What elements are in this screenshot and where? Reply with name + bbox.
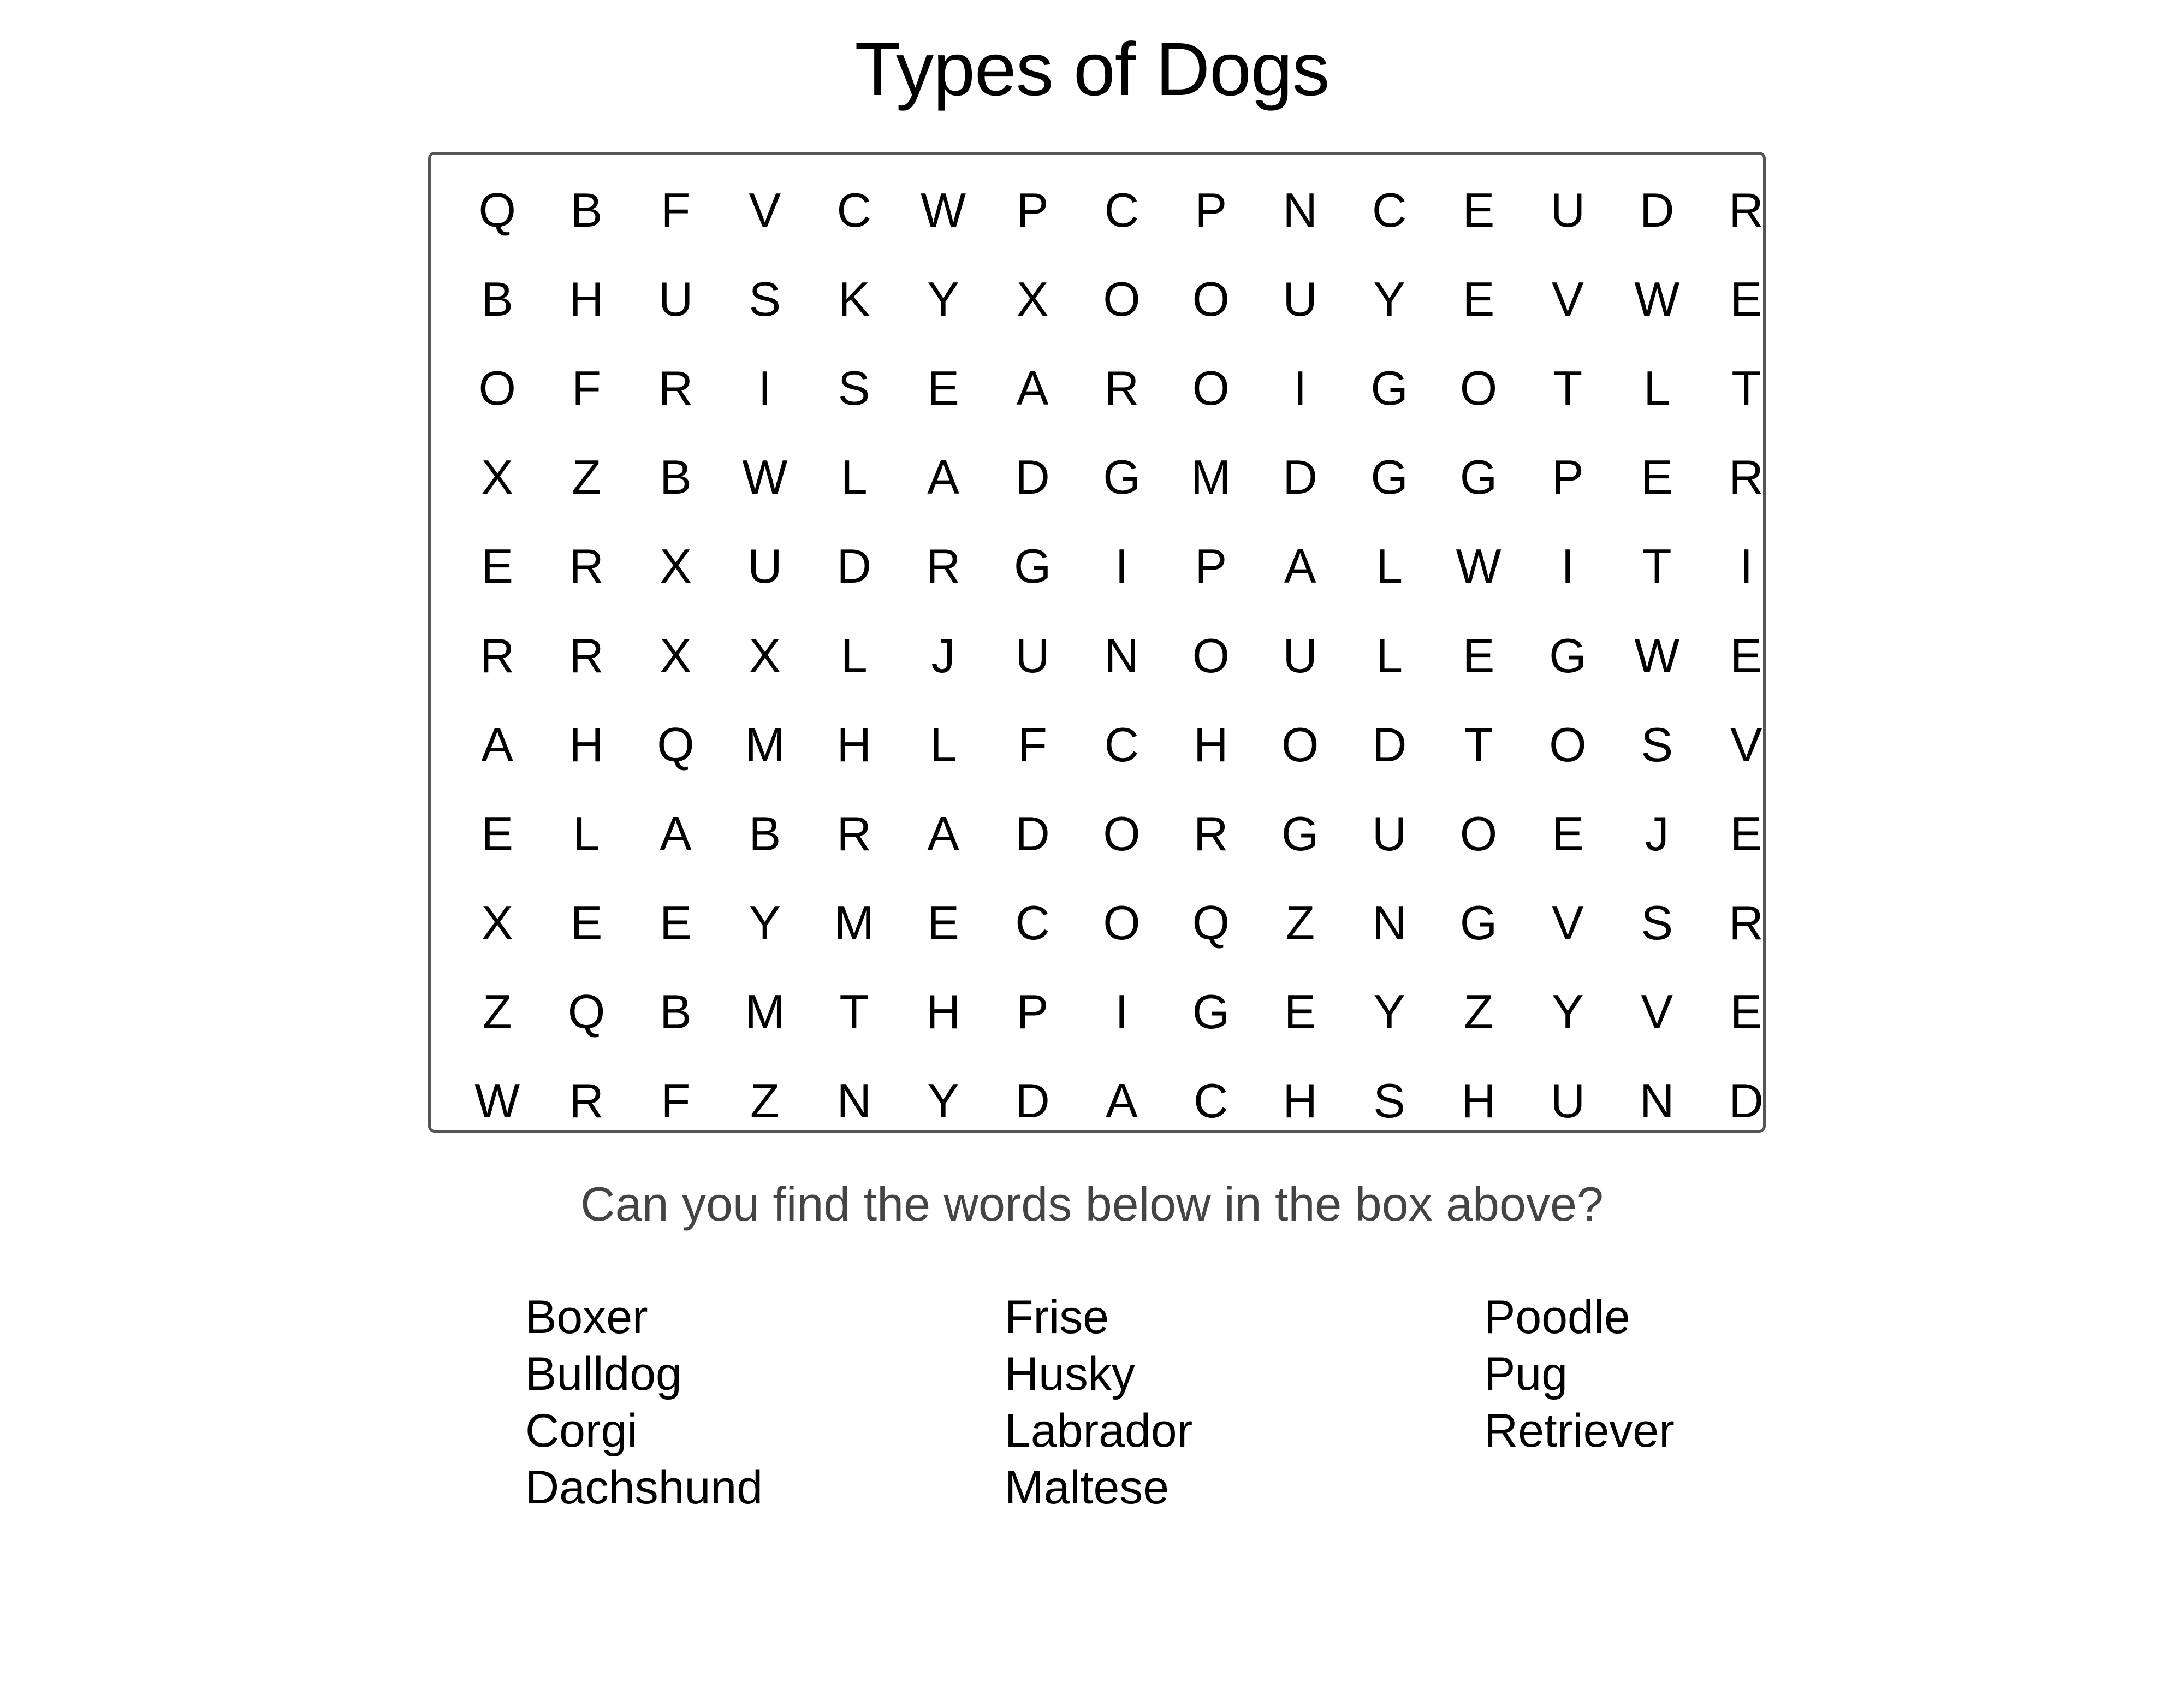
grid-letter[interactable]: G [1192, 985, 1230, 1039]
grid-letter[interactable]: Q [478, 182, 516, 237]
grid-letter[interactable]: E [1462, 628, 1495, 683]
grid-letter[interactable]: F [661, 182, 691, 237]
grid-letter[interactable]: S [1641, 717, 1673, 772]
grid-letter[interactable]: N [1372, 896, 1407, 950]
grid-letter[interactable]: V [1552, 271, 1584, 326]
grid-letter[interactable]: S [1373, 1074, 1405, 1128]
grid-letter[interactable]: O [1192, 271, 1230, 326]
grid-letter[interactable]: V [1730, 717, 1762, 772]
grid-letter[interactable]: E [1730, 271, 1762, 326]
grid-letter[interactable]: F [1018, 717, 1047, 772]
grid-letter[interactable]: R [569, 539, 604, 594]
grid-letter[interactable]: Z [482, 985, 512, 1039]
grid-letter[interactable]: G [1013, 539, 1052, 594]
word-column-2 [1005, 1289, 1192, 1516]
grid-letter[interactable]: C [836, 182, 872, 237]
word-list-item: Poodle [1484, 1291, 1630, 1343]
grid-letter[interactable]: D [1372, 717, 1407, 772]
grid-letter[interactable]: A [1284, 539, 1316, 594]
grid-letter[interactable]: E [660, 896, 692, 950]
grid-letter[interactable]: C [1104, 182, 1140, 237]
grid-letter[interactable]: G [1459, 450, 1498, 505]
word-column-3 [1484, 1289, 1675, 1459]
word-list-item: Labrador [1005, 1405, 1193, 1457]
grid-letter[interactable]: W [921, 182, 966, 237]
grid-letter[interactable]: Z [572, 450, 601, 505]
grid-letter[interactable]: O [1549, 717, 1587, 772]
grid-letter[interactable]: B [660, 985, 692, 1039]
grid-letter[interactable]: R [1194, 806, 1228, 861]
grid-letter[interactable]: L [930, 717, 957, 772]
word-list-item: Maltese [1005, 1461, 1170, 1514]
grid-letter[interactable]: V [1641, 985, 1673, 1039]
grid-letter[interactable]: A [660, 806, 692, 861]
letter-grid-box [428, 152, 1766, 1133]
grid-letter[interactable]: B [749, 806, 781, 861]
grid-letter[interactable]: D [1015, 806, 1050, 861]
word-list-item: Dachshund [525, 1461, 763, 1514]
grid-letter[interactable]: X [749, 628, 781, 683]
grid-letter[interactable]: H [569, 717, 604, 772]
grid-letter[interactable]: H [1194, 717, 1228, 772]
grid-letter[interactable]: A [927, 450, 959, 505]
grid-letter[interactable]: E [1730, 806, 1762, 861]
grid-letter[interactable]: D [1015, 450, 1050, 505]
word-list-item: Frise [1005, 1291, 1109, 1343]
grid-letter[interactable]: R [569, 1074, 604, 1128]
grid-letter[interactable]: Q [1192, 896, 1230, 950]
grid-letter[interactable]: G [1370, 450, 1408, 505]
grid-letter[interactable]: L [1643, 360, 1671, 415]
grid-letter[interactable]: O [1192, 628, 1230, 683]
grid-letter[interactable]: F [661, 1074, 691, 1128]
grid-letter[interactable]: U [658, 271, 693, 326]
grid-letter[interactable]: A [1016, 360, 1049, 415]
grid-letter[interactable]: E [927, 360, 959, 415]
grid-letter[interactable]: L [1376, 628, 1403, 683]
grid-letter[interactable]: A [927, 806, 959, 861]
grid-letter[interactable]: L [840, 450, 868, 505]
grid-letter[interactable]: U [1550, 182, 1586, 237]
grid-letter[interactable]: Y [927, 271, 959, 326]
grid-letter[interactable]: P [1016, 182, 1049, 237]
word-list-item: Bulldog [525, 1348, 682, 1400]
grid-letter[interactable]: O [1103, 896, 1141, 950]
grid-letter[interactable]: R [658, 360, 693, 415]
grid-letter[interactable]: X [660, 628, 692, 683]
grid-letter[interactable]: O [1192, 360, 1230, 415]
grid-letter[interactable]: X [1016, 271, 1049, 326]
grid-letter[interactable]: A [1106, 1074, 1138, 1128]
grid-letter[interactable]: Q [657, 717, 695, 772]
grid-letter[interactable]: P [1195, 182, 1227, 237]
word-list-item: Boxer [525, 1291, 648, 1343]
grid-letter[interactable]: S [1641, 896, 1673, 950]
grid-letter[interactable]: R [1729, 450, 1764, 505]
grid-letter[interactable]: V [1552, 896, 1584, 950]
grid-letter[interactable]: T [1464, 717, 1493, 772]
grid-letter[interactable]: E [927, 896, 959, 950]
grid-letter[interactable]: R [1729, 182, 1764, 237]
grid-letter[interactable]: E [570, 896, 603, 950]
grid-letter[interactable]: R [569, 628, 604, 683]
grid-letter[interactable]: H [1283, 1074, 1317, 1128]
grid-letter[interactable]: U [747, 539, 782, 594]
grid-letter[interactable]: E [1730, 628, 1762, 683]
grid-letter[interactable]: I [1561, 539, 1575, 594]
grid-letter[interactable]: N [1639, 1074, 1675, 1128]
grid-letter[interactable]: X [660, 539, 692, 594]
grid-letter[interactable]: U [1015, 628, 1050, 683]
grid-letter[interactable]: D [1015, 1074, 1050, 1128]
grid-letter[interactable]: C [1015, 896, 1050, 950]
grid-letter[interactable]: B [570, 182, 603, 237]
grid-letter[interactable]: O [1281, 717, 1319, 772]
word-list-item: Corgi [525, 1405, 638, 1457]
grid-letter[interactable]: E [1730, 985, 1762, 1039]
grid-letter[interactable]: W [1634, 628, 1680, 683]
grid-letter[interactable]: W [1634, 271, 1680, 326]
grid-letter[interactable]: R [479, 628, 515, 683]
grid-letter[interactable]: P [1195, 539, 1227, 594]
grid-letter[interactable]: I [1115, 985, 1129, 1039]
letter-grid [453, 165, 1791, 1146]
grid-letter[interactable]: O [1103, 806, 1141, 861]
grid-letter[interactable]: B [660, 450, 692, 505]
grid-letter[interactable]: M [1191, 450, 1231, 505]
grid-letter[interactable]: U [1283, 628, 1317, 683]
grid-letter[interactable]: E [1462, 271, 1495, 326]
grid-letter[interactable]: O [1103, 271, 1141, 326]
grid-letter[interactable]: D [836, 539, 872, 594]
grid-letter[interactable]: I [758, 360, 772, 415]
grid-letter[interactable]: W [474, 1074, 520, 1128]
grid-letter[interactable]: G [1103, 450, 1141, 505]
grid-letter[interactable]: W [1456, 539, 1502, 594]
grid-letter[interactable]: E [481, 806, 514, 861]
grid-letter[interactable]: R [925, 539, 961, 594]
grid-letter[interactable]: I [1115, 539, 1129, 594]
grid-letter[interactable]: W [742, 450, 788, 505]
grid-letter[interactable]: H [569, 271, 604, 326]
grid-letter[interactable]: I [1739, 539, 1753, 594]
grid-letter[interactable]: C [1372, 182, 1407, 237]
grid-letter[interactable]: H [1461, 1074, 1496, 1128]
grid-letter[interactable]: E [481, 539, 514, 594]
grid-letter[interactable]: S [838, 360, 870, 415]
grid-letter[interactable]: E [1284, 985, 1316, 1039]
grid-letter[interactable]: G [1549, 628, 1587, 683]
grid-letter[interactable]: M [834, 896, 874, 950]
grid-letter[interactable]: N [836, 1074, 872, 1128]
word-column-1 [525, 1289, 763, 1516]
grid-letter[interactable]: Y [927, 1074, 959, 1128]
grid-letter[interactable]: O [478, 360, 516, 415]
grid-letter[interactable]: D [1283, 450, 1317, 505]
grid-letter[interactable]: Y [1373, 985, 1405, 1039]
grid-letter[interactable]: H [836, 717, 872, 772]
grid-letter[interactable]: F [572, 360, 601, 415]
grid-letter[interactable]: X [481, 896, 514, 950]
grid-letter[interactable]: D [1729, 1074, 1764, 1128]
grid-letter[interactable]: C [1104, 717, 1140, 772]
grid-letter[interactable]: R [836, 806, 872, 861]
grid-letter[interactable]: A [481, 717, 514, 772]
grid-letter[interactable]: N [1283, 182, 1317, 237]
grid-letter[interactable]: O [1459, 806, 1498, 861]
grid-letter[interactable]: H [925, 985, 961, 1039]
grid-letter[interactable]: Z [750, 1074, 780, 1128]
grid-letter[interactable]: E [1462, 182, 1495, 237]
grid-letter[interactable]: P [1016, 985, 1049, 1039]
grid-letter[interactable]: Z [1464, 985, 1493, 1039]
grid-letter[interactable]: Z [1285, 896, 1315, 950]
puzzle-title: Types of Dogs [854, 27, 1330, 111]
grid-letter[interactable]: B [481, 271, 514, 326]
grid-letter[interactable]: T [1642, 539, 1672, 594]
word-list-item: Husky [1005, 1348, 1135, 1400]
grid-letter[interactable]: I [1293, 360, 1307, 415]
grid-letter[interactable]: J [1645, 806, 1669, 861]
grid-letter[interactable]: P [1552, 450, 1584, 505]
grid-letter[interactable]: E [1641, 450, 1673, 505]
grid-letter[interactable]: X [481, 450, 514, 505]
grid-letter[interactable]: G [1459, 896, 1498, 950]
grid-letter[interactable]: D [1639, 182, 1675, 237]
grid-letter[interactable]: S [749, 271, 781, 326]
grid-letter[interactable]: M [745, 717, 785, 772]
word-list-item: Retriever [1484, 1405, 1675, 1457]
grid-letter[interactable]: G [1281, 806, 1319, 861]
grid-letter[interactable]: Y [1373, 271, 1405, 326]
grid-letter[interactable]: T [839, 985, 869, 1039]
grid-letter[interactable]: V [749, 182, 781, 237]
grid-letter[interactable]: U [1550, 1074, 1586, 1128]
grid-letter[interactable]: E [1552, 806, 1584, 861]
grid-letter[interactable]: U [1283, 271, 1317, 326]
grid-letter[interactable]: M [745, 985, 785, 1039]
grid-letter[interactable]: R [1104, 360, 1140, 415]
grid-letter[interactable]: Y [749, 896, 781, 950]
grid-letter[interactable]: Y [1552, 985, 1584, 1039]
word-list-item: Pug [1484, 1348, 1568, 1400]
grid-letter[interactable]: L [1376, 539, 1403, 594]
word-list [0, 1289, 2184, 1535]
grid-letter[interactable]: T [1731, 360, 1761, 415]
grid-letter[interactable]: R [1729, 896, 1764, 950]
grid-letter[interactable]: J [931, 628, 956, 683]
grid-letter[interactable]: N [1104, 628, 1140, 683]
grid-letter[interactable]: O [1459, 360, 1498, 415]
grid-letter[interactable]: C [1194, 1074, 1228, 1128]
grid-letter[interactable]: G [1370, 360, 1408, 415]
grid-letter[interactable]: T [1553, 360, 1583, 415]
grid-letter[interactable]: L [573, 806, 600, 861]
grid-letter[interactable]: Q [567, 985, 606, 1039]
instructions: Can you find the words below in the box above? [580, 1177, 1604, 1231]
grid-letter[interactable]: U [1372, 806, 1407, 861]
grid-letter[interactable]: L [840, 628, 868, 683]
grid-letter[interactable]: K [838, 271, 870, 326]
